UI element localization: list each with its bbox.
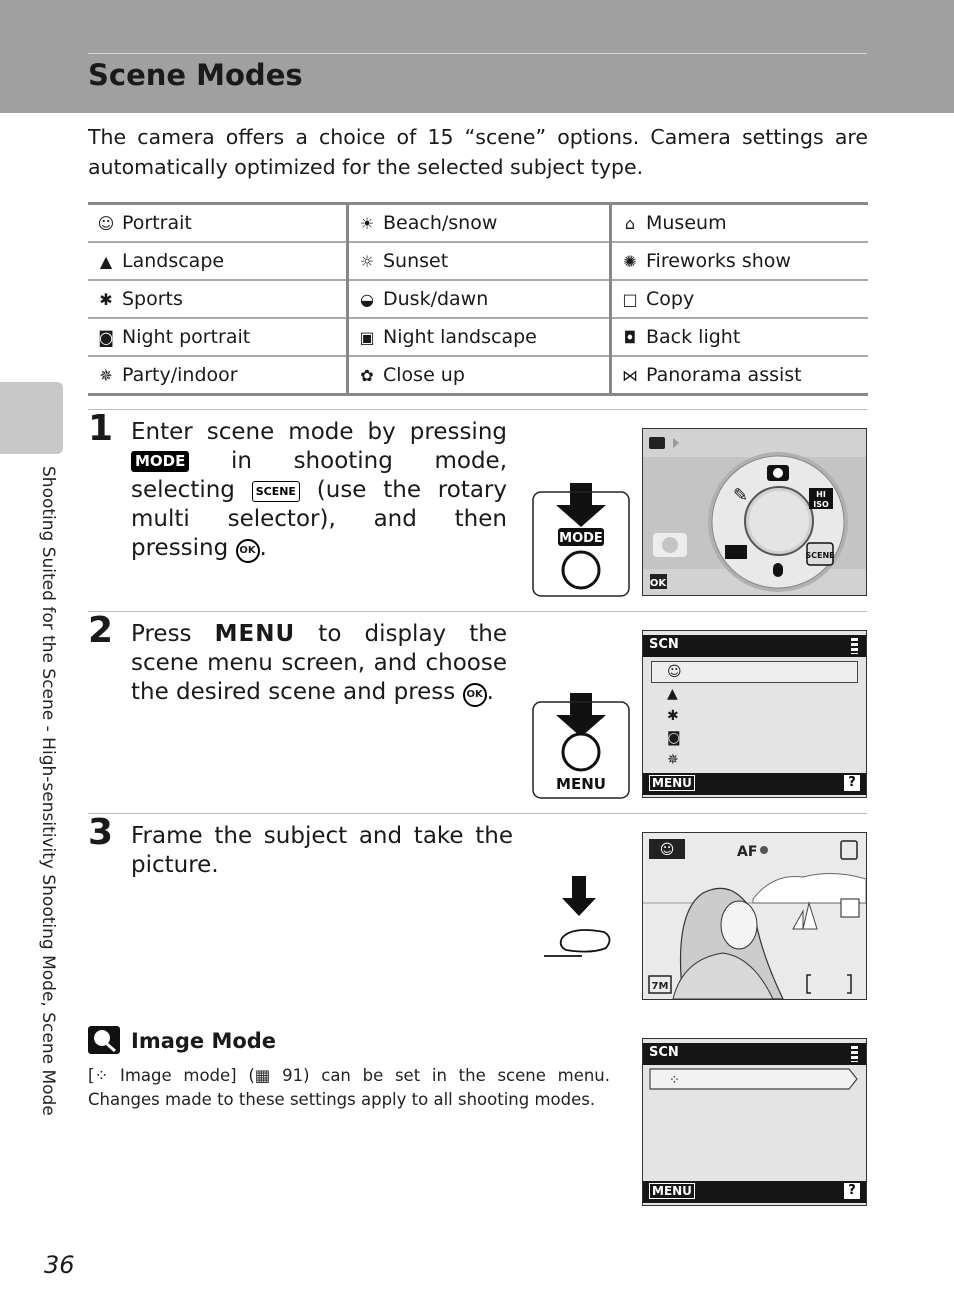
shutter-button-icon [563, 552, 599, 588]
scene-cell: ◒ Dusk/dawn [348, 280, 611, 318]
menu-title: SCN [649, 637, 679, 652]
step-divider [88, 813, 867, 814]
reference-icon: ▦ [254, 1066, 271, 1085]
voice-recording-icon [773, 563, 783, 577]
scrollbar-icon [851, 638, 858, 654]
chapter-tab [0, 382, 63, 454]
scene-cell: ✿ Close up [348, 356, 611, 395]
portrait-icon: ☺ [97, 214, 115, 233]
portrait-icon: ☺ [667, 664, 682, 680]
party-indoor-icon: ✵ [667, 752, 679, 768]
table-row [88, 356, 868, 395]
night-portrait-icon: ◙ [667, 730, 681, 746]
close-up-icon: ✿ [360, 366, 374, 385]
image-mode-menu-screen [642, 1038, 867, 1206]
movie-icon [725, 545, 747, 559]
step-1-text: Enter scene mode by pressing MODE in shooting mode, selecting SCENE (use the rotary multi selector), and then pressing OK . [131, 419, 508, 561]
scene-cell: ✺ Fireworks show [611, 242, 869, 280]
table-row [88, 242, 868, 280]
step-number: 2 [88, 610, 114, 651]
scene-icon: SCENE [252, 481, 300, 502]
copy-icon: □ [622, 290, 638, 309]
scene-cell: ▣ Night landscape [348, 318, 611, 356]
scrollbar-icon [851, 1046, 858, 1062]
back-light-icon: ◘ [623, 328, 637, 347]
chapter-label: Shooting Suited for the Scene - High-sensitivity Shooting Mode, Scene Mode [38, 466, 58, 1116]
step-2-text: Press MENU to display the scene menu screen, and choose the desired scene and press OK . [131, 621, 508, 705]
note-title: Image Mode [131, 1029, 277, 1053]
table-row [88, 318, 868, 356]
scene-cell: ✵ Party/indoor [88, 356, 348, 395]
help-icon: ? [844, 1183, 860, 1199]
menu-footer-bar [643, 773, 866, 795]
scene-cell: □ Copy [611, 280, 869, 318]
selected-menu-item[interactable] [651, 661, 858, 683]
remaining-exposures-bracket [807, 975, 851, 993]
scene-cell: ☺ Portrait [88, 204, 348, 243]
dusk-dawn-icon: ◒ [360, 290, 374, 309]
menu-label: MENU [649, 1183, 695, 1199]
menu-title-bar [643, 635, 866, 657]
museum-icon: ⌂ [624, 214, 636, 233]
svg-text:SCENE: SCENE [805, 551, 835, 560]
scene-table [88, 202, 868, 396]
beach-snow-icon: ☀ [359, 214, 375, 233]
sports-icon: ✱ [99, 290, 113, 309]
scene-cell: ▲ Landscape [88, 242, 348, 280]
table-row [88, 204, 868, 243]
note-text: [⁘ Image mode] (▦ 91) can be set in the scene menu. Changes made to these settings apply to all shooting modes. [88, 1066, 611, 1109]
menu-footer-bar [643, 1181, 866, 1203]
scene-cell: ⋈ Panorama assist [611, 356, 869, 395]
focus-indicator-icon [760, 846, 768, 854]
fireworks-icon: ✺ [623, 252, 637, 271]
finger-icon [544, 930, 610, 956]
svg-text:ISO: ISO [813, 500, 829, 509]
note-icon [88, 1026, 120, 1054]
shutter-press-diagram [544, 876, 616, 966]
mode-dial-screen [642, 428, 867, 596]
selected-menu-item[interactable] [649, 1068, 859, 1090]
scene-cell: ⌂ Museum [611, 204, 869, 243]
mode-button-icon: MODE [131, 451, 189, 472]
page-title: Scene Modes [88, 58, 303, 92]
night-landscape-icon: ▣ [359, 328, 375, 347]
sunset-icon: ☼ [359, 252, 375, 271]
image-mode-icon: ⁘ [94, 1066, 109, 1085]
step-divider [88, 611, 867, 612]
sports-icon: ✱ [667, 708, 679, 724]
menu-key-label: MENU [556, 775, 606, 793]
header-rule [88, 53, 867, 54]
step-number: 3 [88, 812, 114, 853]
menu-title-bar [643, 1043, 866, 1065]
landscape-icon: ▲ [667, 686, 678, 702]
svg-text:7M: 7M [651, 981, 669, 992]
party-indoor-icon: ✵ [99, 366, 113, 385]
svg-text:OK: OK [649, 578, 667, 589]
vibration-reduction-icon [841, 899, 859, 917]
shooting-screen [642, 832, 867, 1000]
header-band [0, 0, 954, 113]
night-portrait-icon: ◙ [98, 328, 114, 347]
scene-cell: ◘ Back light [611, 318, 869, 356]
ok-button-icon: OK [463, 683, 487, 707]
image-mode-icon: ⁘ [669, 1073, 680, 1088]
landscape-icon: ▲ [99, 252, 113, 271]
menu-label: MENU [649, 775, 695, 791]
sailboat-image [793, 903, 817, 929]
scene-cell: ◙ Night portrait [88, 318, 348, 356]
press-arrow-icon [556, 483, 606, 527]
press-arrow-icon [556, 693, 606, 737]
svg-text:HI: HI [816, 490, 826, 499]
press-arrow-icon [562, 876, 596, 916]
mode-key-label: MODE [559, 531, 603, 546]
setup-icon: ✎ [733, 485, 749, 506]
af-indicator: AF [737, 844, 758, 860]
internal-memory-icon [841, 841, 857, 859]
camera-icon [649, 437, 665, 449]
menu-title: SCN [649, 1045, 679, 1060]
table-row [88, 280, 868, 318]
menu-button-icon: MENU [214, 621, 296, 647]
step-number: 1 [88, 408, 114, 449]
person-face-image [721, 901, 757, 949]
help-icon: ? [844, 775, 860, 791]
intro-paragraph: The camera offers a choice of 15 “scene” options. Camera settings are automatically optimized for the selected subject type. [88, 125, 868, 179]
panorama-assist-icon: ⋈ [622, 366, 638, 385]
mode-button-diagram [532, 483, 630, 597]
scene-menu-screen [642, 630, 867, 798]
menu-button-diagram [532, 693, 630, 799]
step-3-text: Frame the subject and take the picture. [131, 823, 513, 878]
scene-cell: ☼ Sunset [348, 242, 611, 280]
ok-button-icon: OK [236, 539, 260, 563]
scene-cell: ✱ Sports [88, 280, 348, 318]
page-number: 36 [44, 1251, 75, 1279]
svg-text:☺: ☺ [659, 842, 675, 858]
menu-key [563, 734, 599, 770]
scene-cell: ☀ Beach/snow [348, 204, 611, 243]
step-divider [88, 409, 867, 410]
